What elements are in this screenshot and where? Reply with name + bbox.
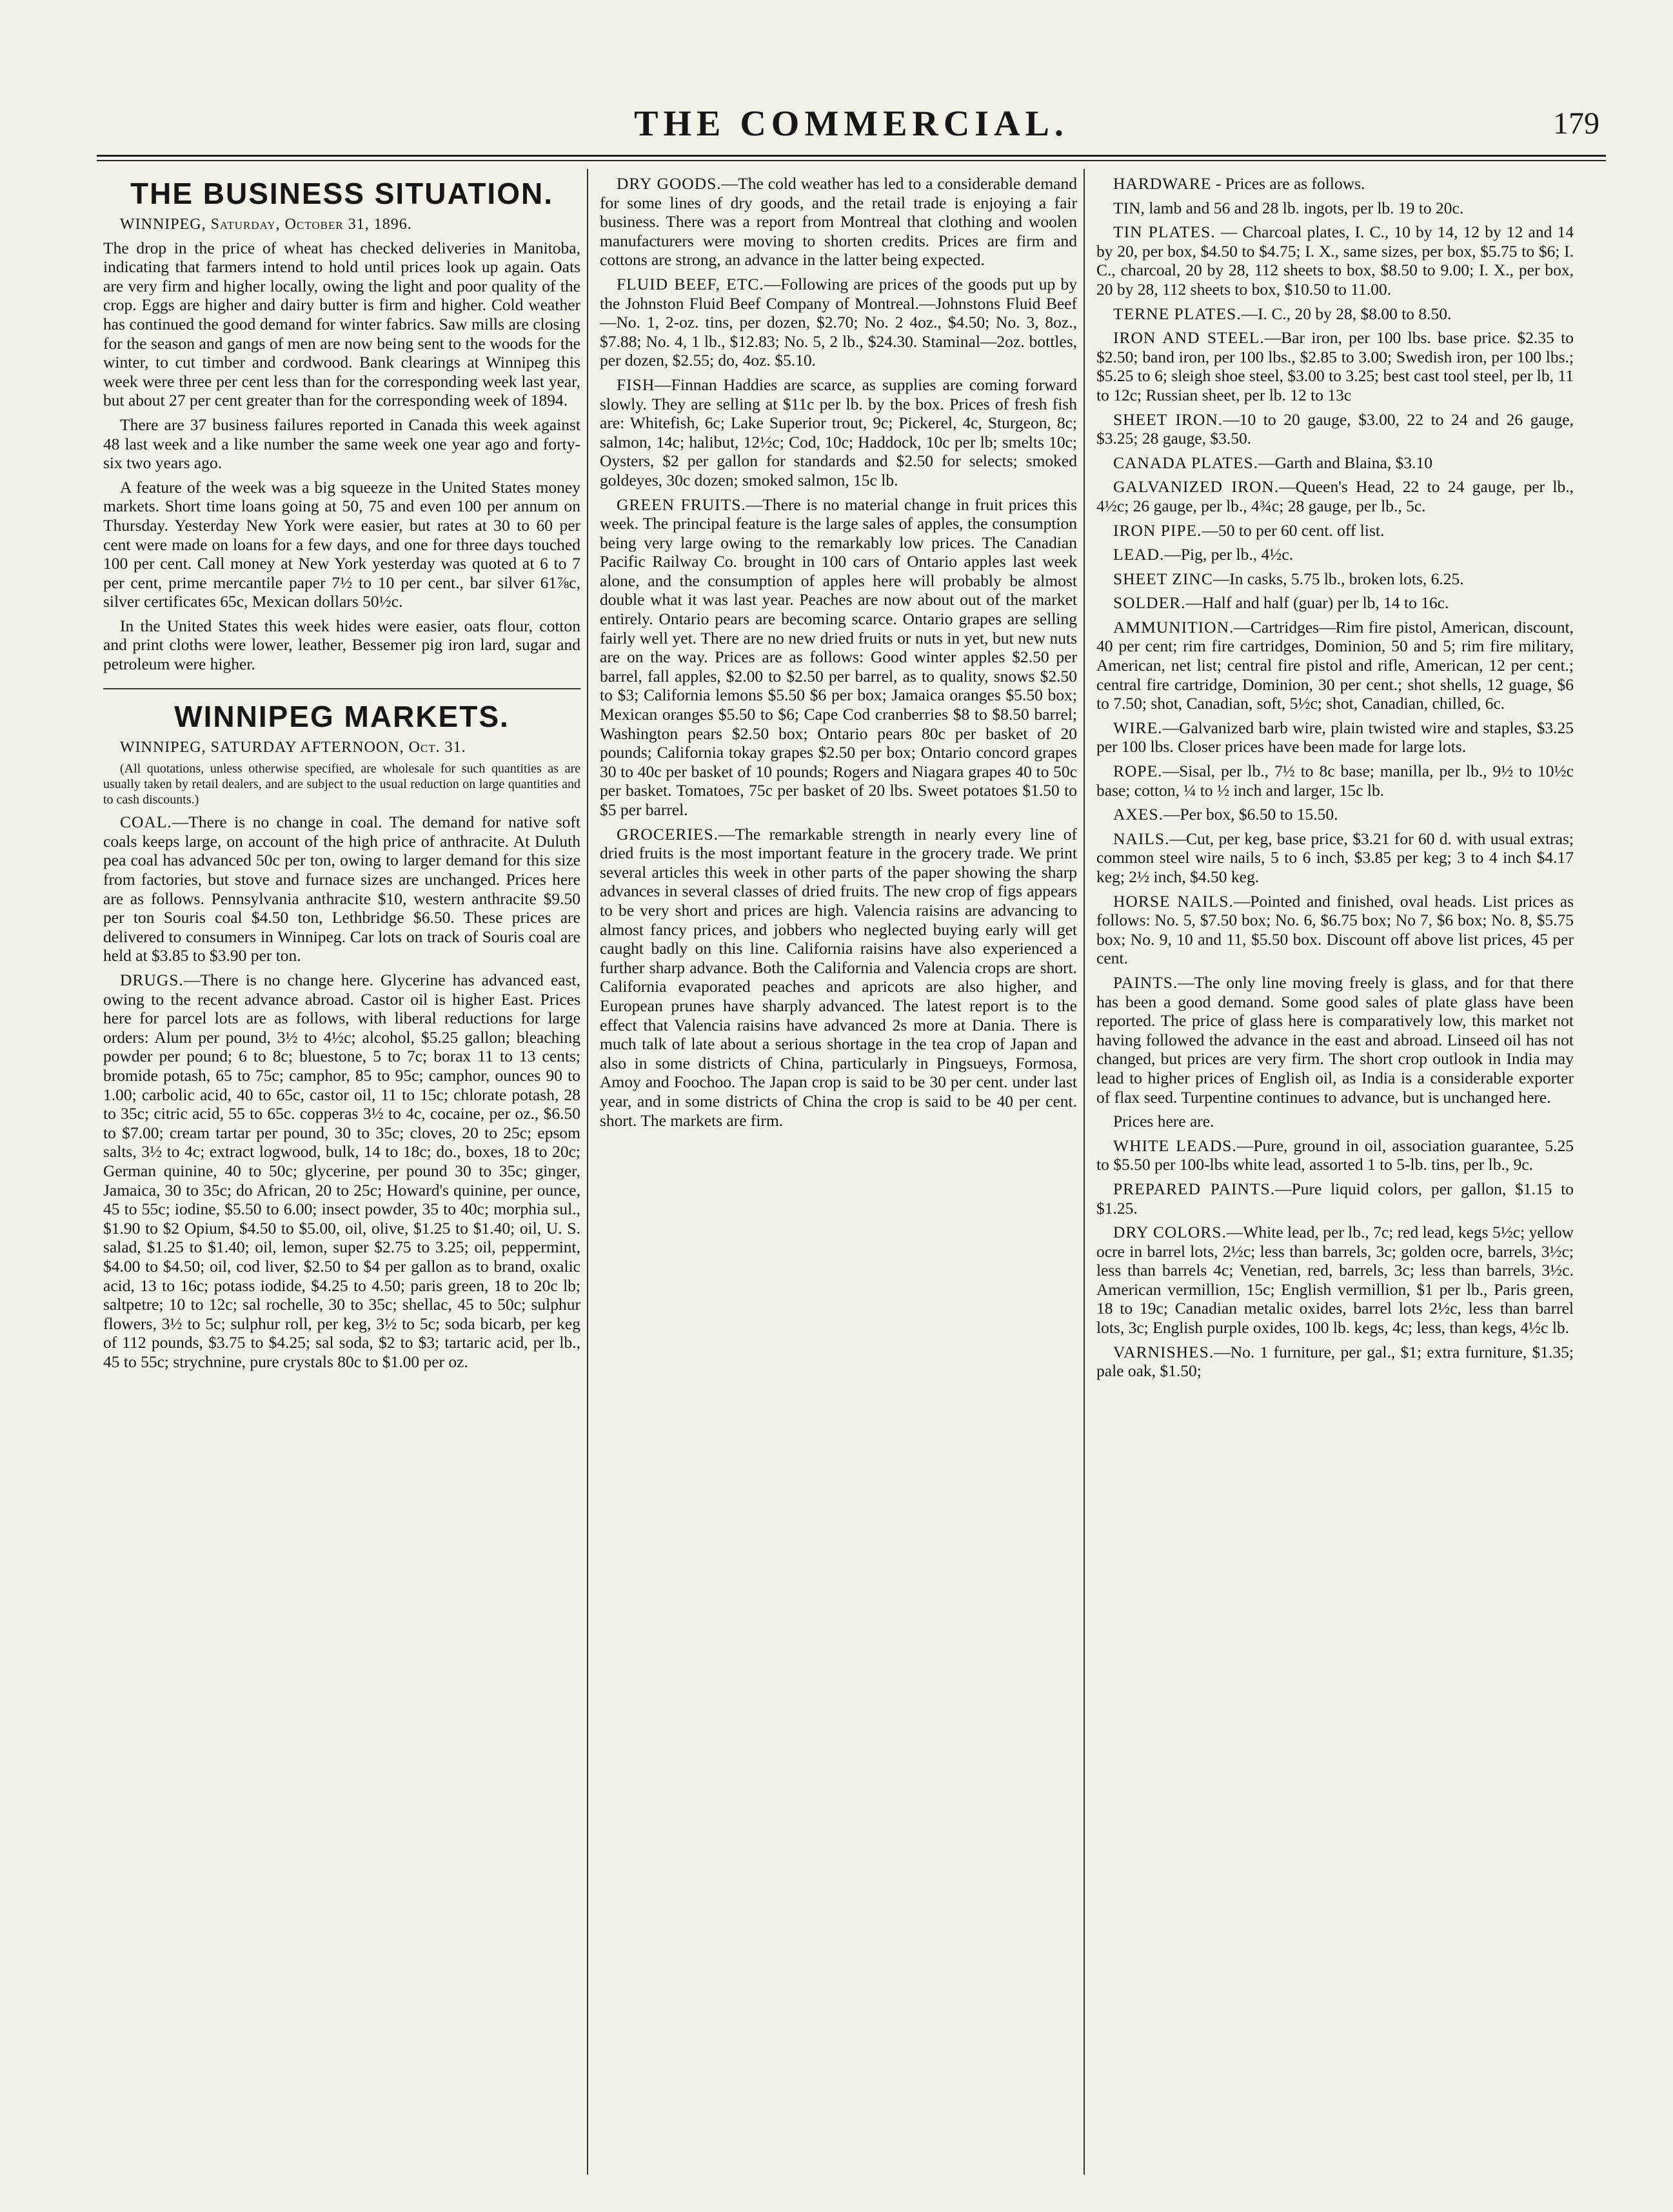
market-entry-galvanized-iron	[1096, 477, 1574, 515]
market-entry-groceries	[600, 825, 1077, 1131]
entry-label: HORSE NAILS.	[1113, 891, 1234, 911]
market-entry-fish	[600, 375, 1077, 490]
paper-title: THE COMMERCIAL.	[634, 104, 1069, 144]
market-entry-varnishes	[1096, 1343, 1574, 1381]
entry-text: —10 to 20 gauge, $3.00, 22 to 24 and 26 gauge, $3.25; 28 gauge, $3.50.	[1096, 410, 1574, 448]
entry-text: —Sisal, per lb., 7½ to 8c base; manilla, per lb., 9½ to 10½c base; cotton, ¼ to ½ inch and larger, 15c lb.	[1096, 762, 1574, 800]
entry-label: ROPE.	[1113, 762, 1163, 781]
masthead-rule	[97, 160, 1606, 161]
entry-text: —The cold weather has led to a considerable demand for some lines of dry goods, and the retail trade is enjoying a fair business. There was a report from Montreal that clothing and woolen manufacturers were moving to shorten credits. Prices are firm and cottons are strong, an advance in the latter being expected.	[600, 174, 1077, 270]
entry-text: —Pure liquid colors, per gallon, $1.15 to $1.25.	[1096, 1179, 1574, 1218]
business-situation-heading: THE BUSINESS SITUATION.	[130, 177, 553, 210]
entry-label: AMMUNITION.	[1113, 617, 1234, 637]
market-entry-green-fruits	[600, 495, 1077, 820]
masthead	[97, 97, 1606, 157]
entry-label: VARNISHES.	[1113, 1342, 1214, 1361]
column-2	[600, 174, 1077, 2186]
market-entry-rope	[1096, 762, 1574, 800]
entry-text: —50 to per 60 cent. off list.	[1202, 520, 1385, 540]
entry-label: SOLDER.	[1113, 593, 1186, 613]
market-entry-tin: TIN, lamb and 56 and 28 lb. ingots, per lb. 19 to 20c.	[1113, 198, 1464, 217]
entry-text: —Pure, ground in oil, association guarantee, 5.25 to $5.50 per 100-lbs white lead, assorted 1 to 5-lb. tins, per lb., 9c.	[1096, 1136, 1574, 1174]
market-entry-lead	[1096, 545, 1574, 564]
entry-label: GROCERIES.	[617, 824, 719, 844]
column-divider	[1084, 169, 1085, 2175]
entry-text: —Cut, per keg, base price, $3.21 for 60 d. with usual extras; common steel wire nails, 5 to 6 inch, $3.85 per keg; 3 to 4 inch $4.17 keg; 2½ inch, $4.50 keg.	[1096, 829, 1574, 886]
entry-text: —Half and half (guar) per lb, 14 to 16c.	[1185, 593, 1449, 613]
market-entry-sheet-iron	[1096, 410, 1574, 448]
column-1	[103, 174, 580, 2186]
entry-label: HARDWARE	[1113, 174, 1212, 193]
entry-label: GALVANIZED IRON.	[1113, 477, 1280, 497]
entry-text: —Finnan Haddies are scarce, as supplies are coming forward slowly. They are selling at $11c per lb. by the box. Prices of fresh fish are: Whitefish, 6c; Lake Superior trout, 9c; Pickerel, 4c, Sturgeon, 8c; salmon, 14c; halibut, 12½c; Cod, 10c; Haddock, 10c per lb; smelts 10c; Oysters, $2 per gallon for standards and $2.50 for selects; smoked goldeyes, 30c dozen; smoked salmon, 15c lb.	[600, 375, 1077, 489]
market-entry-tin-plates	[1096, 222, 1574, 299]
entry-text: —There is no change here. Glycerine has advanced east, owing to the recent advance abroad. Castor oil is higher East. Prices here for parcel lots are as follows, with liberal reductions for large orders: Alum per pound, 3½ to 4½c; alcohol, $5.25 gallon; bleaching powder per pound; 6 to 8c; bluestone, 5 to 7c; borax 11 to 13 cents; bromide potash, 65 to 75c; camphor, 85 to 95c; camphor, ounces 90 to 1.00; carbolic acid, 40 to 65c, castor oil, 11 to 15c; chlorate potash, 28 to 35c; citric acid, 55 to 65c. copperas 3½ to 4c, cocaine, per oz., $6.50 to $7.00; cream tartar per pound, 30 to 35c; cloves, 20 to 25c; epsom salts, 3½ to 4c; extract logwood, bulk, 14 to 18c; do., boxes, 18 to 20c; German quinine, 40 to 50c; glycerine, per pound 30 to 35c; ginger, Jamaica, 30 to 35c; do African, 20 to 25c; Howard's quinine, per ounce, 45 to 55c; iodine, $5.50 to 6.00; insect powder, 35 to 40c; morphia sul., $1.90 to $2 Opium, $4.50 to $5.00, oil, olive, $1.25 to $1.40; oil, U. S. salad, $1.25 to $1.40; oil, lemon, super $2.75 to 3.25; oil, peppermint, $4.00 to $4.50; oil, cod liver, $2.50 to $4 per gallon as to brand, oxalic acid, 13 to 16c; potass iodide, $4.25 to 4.50; paris green, 18 to 20c lb; saltpetre; 10 to 12c; sal rochelle, 30 to 35c; shellac, 45 to 50c; sulphur flowers, 3½ to 5c; sulphur roll, per keg, 3½ to 5c; soda bicarb, per keg of 112 pounds, $3.75 to $4.25; sal soda, $2 to $3; tartaric acid, per lb., 45 to 55c; strychnine, pure crystals 80c to $1.00 per oz.	[103, 971, 580, 1371]
business-situation-dateline: WINNIPEG, Saturday, October 31, 1896.	[120, 216, 412, 233]
column-divider	[587, 169, 588, 2175]
market-entry-dry-goods	[600, 174, 1077, 270]
entry-text: —Cartridges—Rim fire pistol, American, discount, 40 per cent; rim fire cartridges, Dominion, 50 and 5; rim fire military, American, net list; central fire pistol and rifle, American, 12 per cent.; central fire cartridge, Dominion, 30 per cent.; shot shells, 12 guage, $6 to 7.50; shot, Canadian, soft, 5½c; shot, Canadian, chilled, 6c.	[1096, 617, 1574, 713]
entry-text: —There is no change in coal. The demand for native soft coals keeps large, on account of the high price of anthracite. At Duluth pea coal has advanced 50c per ton, owing to larger demand for this size from factories, but stove and furnace sizes are unchanged. Prices here are as follows. Pennsylvania anthracite $10, western anthracite $9.50 per ton Souris coal $4.50 ton, Lethbridge $6.50. These prices are delivered to consumers in Winnipeg. Car lots on track of Souris coal are held at $3.85 to $3.90 per ton.	[103, 813, 580, 965]
market-entry-fluid-beef	[600, 275, 1077, 370]
entry-label: DRY COLORS.	[1113, 1223, 1227, 1242]
market-entry-solder	[1096, 593, 1574, 613]
market-entry-terne-plates	[1096, 304, 1574, 324]
entry-text: —The only line moving freely is glass, and for that there has been a good demand. Some good sales of plate glass have been reported. The price of glass here is comparatively low, this market not having followed the advance in the east and abroad. Linseed oil has not changed, but prices are very firm. The short crop outlook in India may lead to higher prices of English oil, as India is a considerable exporter of flax seed. Turpentine continues to advance, but is unchanged here.	[1096, 973, 1574, 1107]
entry-label: GREEN FRUITS.	[617, 495, 746, 514]
entry-text: —There is no material change in fruit prices this week. The principal feature is the large sales of apples, the consumption being very large owing to the remarkably low prices. The Canadian Pacific Railway Co. brought in 100 cars of Ontario apples last week alone, and the consumption of apples here will probably be almost double what it was last year. Peaches are now about out of the market entirely. Ontario pears are becoming scarce. Ontario grapes are selling fairly well yet. There are no new dried fruits or nuts in yet, but new nuts are on the way. Prices are as follows: Good winter apples $2.50 per barrel, fall apples, $2.00 to $2.50 per barrel, as to quality, snows $2.50 to $3; California lemons $5.50 $6 per box; Jamaica oranges $5.50 box; Mexican oranges $5.50 to $6; Cape Cod cranberries $8 to $8.50 barrel; Washington pears $2.50 box; Ontario pears 80c per basket of 20 pounds; California tokay grapes $2.50 per box; Ontario concord grapes 30 to 40c per basket of 10 pounds; Rogers and Niagara grapes 40 to 50c per basket. Tomatoes, 75c per basket of 20 lbs. Sweet potatoes $1.50 to $5 per barrel.	[600, 495, 1077, 819]
entry-text: —I. C., 20 by 28, $8.00 to 8.50.	[1241, 304, 1452, 323]
market-entry-nails	[1096, 829, 1574, 887]
entry-text: —Queen's Head, 22 to 24 gauge, per lb., 4½c; 26 gauge, per lb., 4¾c; 28 gauge, per lb., 5c.	[1096, 477, 1574, 515]
paragraph: A feature of the week was a big squeeze in the United States money markets. Short time loans going at 50, 75 and even 100 per annum on Thursday. Yesterday New York were easier, but rates at 30 to 60 per cent were made on loans for a few days, and one for three days touched 100 per cent. Call money at New York yesterday was quoted at 6 to 7 per cent, prime mercantile paper 7½ to 10 per cent., bar silver 61⅞c, silver certificates 65c, Mexican dollars 50½c.	[103, 477, 580, 611]
entry-text: —Following are prices of the goods put up by the Johnston Fluid Beef Company of Montreal.—Johnstons Fluid Beef—No. 1, 2-oz. tins, per dozen, $2.70; No. 2 4oz., $4.50; No. 3, 8oz., $7.88; No. 4, 1 lb., $12.83; No. 5, 2 lb., $24.30. Staminal—2oz. bottles, per dozen, $2.55; do, 4oz. $5.10.	[600, 274, 1077, 370]
market-entry-hardware	[1096, 174, 1574, 193]
entry-label: WIRE.	[1113, 718, 1163, 737]
market-entry-dry-colors	[1096, 1223, 1574, 1338]
quotations-note: (All quotations, unless otherwise specified, are wholesale for such quantities as are usually taken by retail dealers, and are subject to the usual reduction on large quantities and to cash discounts.)	[103, 762, 580, 807]
entry-text: —Garth and Blaina, $3.10	[1258, 453, 1432, 472]
market-entry-white-leads	[1096, 1136, 1574, 1174]
entry-text: — Charcoal plates, I. C., 10 by 14, 12 by 12 and 14 by 20, per box, $4.50 to $4.75; I. X., same sizes, per box, $5.75 to $6; I. C., charcoal, 20 by 28, 112 sheets to box, $8.50 to 9.00; I. X., per box, 20 by 28, 112 sheets to box, $10.50 to 11.00.	[1096, 222, 1574, 299]
entry-label: DRUGS.	[120, 971, 184, 989]
entry-label: CANADA PLATES.	[1113, 453, 1259, 472]
market-entry-drugs	[103, 971, 580, 1371]
entry-label: FLUID BEEF, ETC.	[617, 274, 764, 293]
entry-label: IRON AND STEEL.	[1113, 328, 1265, 348]
column-3	[1096, 174, 1574, 2186]
entry-label: TERNE PLATES.	[1113, 304, 1242, 323]
entry-text: —In casks, 5.75 lb., broken lots, 6.25.	[1213, 569, 1464, 588]
winnipeg-markets-heading: WINNIPEG MARKETS.	[174, 699, 510, 733]
entry-text: —No. 1 furniture, per gal., $1; extra furniture, $1.35; pale oak, $1.50;	[1096, 1342, 1574, 1381]
market-entry-canada-plates	[1096, 453, 1574, 473]
entry-label: AXES.	[1113, 805, 1163, 824]
market-entry-paints	[1096, 973, 1574, 1107]
market-entry-sheet-zinc	[1096, 569, 1574, 589]
entry-text: —The remarkable strength in nearly every line of dried fruits is the most important feature in the grocery trade. We print several articles this week in other parts of the paper showing the sharp advances in several classes of dried fruits. The new crop of figs appears to be very short and prices are high. Valencia raisins are advancing to almost fancy prices, and jobbers who neglected buying early will get caught badly on this line. California raisins have also experienced a further sharp advance. Both the California and Valencia crops are short. California evaporated peaches and apricots are also higher, and European prunes have sharply advanced. The latest report is to the effect that Valencia raisins have advanced 2s more at Dania. There is much talk of late about a serious shortage in the tea crop of Japan and also in some districts of China, particularly in Pingsueys, Formosa, Amoy and Foochoo. The Japan crop is said to be 30 per cent. under last year, and in some districts of China the crop is said to be 40 per cent. short. The markets are firm.	[600, 824, 1077, 1130]
entry-label: SHEET IRON.	[1113, 410, 1223, 429]
market-entry-iron-steel	[1096, 328, 1574, 404]
paragraph: There are 37 business failures reported in Canada this week against 48 last week and a like number the same week one year ago and forty-six two years ago.	[103, 415, 580, 473]
section-rule	[103, 688, 580, 689]
entry-label: FISH	[617, 375, 655, 394]
entry-text: —Bar iron, per 100 lbs. base price. $2.35 to $2.50; band iron, per 100 lbs., $2.85 to 3.00; Swedish iron, per 100 lbs.; $5.25 to 6; sleigh shoe steel, $3.00 to 3.25; best cast tool steel, per lb, 11 to 12c; Russian sheet, per lb. 12 to 13c	[1096, 328, 1574, 404]
entry-text: —Galvanized barb wire, plain twisted wire and staples, $3.25 per 100 lbs. Closer prices have been made for large lots.	[1096, 718, 1574, 756]
entry-text: —Per box, $6.50 to 15.50.	[1163, 805, 1338, 824]
market-entry-prepared-paints	[1096, 1180, 1574, 1218]
paragraph: The drop in the price of wheat has checked deliveries in Manitoba, indicating that farmers intend to hold until prices look up again. Oats are very firm and higher locally, owing the light and poor quality of the crop. Eggs are higher and dairy butter is firm and higher. Cold weather has continued the good demand for winter fabrics. Saw mills are closing for the season and gangs of men are now being sent to the woods for the winter, to cut timber and cordwood. Bank clearings at Winnipeg this week were three per cent less than for the corresponding week last year, but about 27 per cent greater than for the corresponding week of 1894.	[103, 238, 580, 410]
market-entry-axes	[1096, 805, 1574, 824]
market-entry-ammunition	[1096, 618, 1574, 713]
page-number: 179	[1553, 106, 1599, 141]
entry-label: SHEET ZINC	[1113, 569, 1213, 588]
entry-label: IRON PIPE.	[1113, 520, 1202, 540]
markets-dateline: WINNIPEG, SATURDAY AFTERNOON, Oct. 31.	[120, 738, 466, 756]
market-entry-iron-pipe	[1096, 521, 1574, 540]
entry-text: —Pig, per lb., 4½c.	[1164, 545, 1294, 564]
market-entry-wire	[1096, 718, 1574, 756]
entry-label: NAILS.	[1113, 829, 1170, 848]
entry-label: LEAD.	[1113, 545, 1165, 564]
market-entry-horse-nails	[1096, 892, 1574, 968]
entry-text: —Pointed and finished, oval heads. List prices as follows: No. 5, $7.50 box; No. 6, $6.75 box; No 7, $6 box; No. 8, $5.75 box; No. 9, 10 and 11, $5.50 box. Discount off above list prices, 45 per cent.	[1096, 891, 1574, 968]
paragraph: In the United States this week hides were easier, oats flour, cotton and print cloths were lower, leather, Bessemer pig iron lard, sugar and petroleum were higher.	[103, 616, 580, 674]
entry-label: DRY GOODS.	[617, 174, 722, 193]
market-entry-coal	[103, 813, 580, 965]
entry-label: WHITE LEADS.	[1113, 1136, 1237, 1155]
entry-label: PREPARED PAINTS.	[1113, 1179, 1276, 1198]
entry-label: COAL.	[120, 813, 172, 832]
entry-label: TIN PLATES.	[1113, 222, 1216, 242]
entry-text: —White lead, per lb., 7c; red lead, kegs 5½c; yellow ocre in barrel lots, 2½c; less than barrels, 3c; golden ocre, barrels, 3½c; less than barrels 4c; Venetian, red, barrels, 3c; less than barrels, 3½c. American vermillion, 15c; English vermillion, $1 per lb., Paris green, 18 to 19c; Canadian metalic oxides, barrel lots 2½c, less than barrel lots, 3c; English purple oxides, 100 lb. kegs, 4c; less, than kegs, 4½c lb.	[1096, 1223, 1574, 1338]
market-entry-prices-here: Prices here are.	[1113, 1112, 1214, 1131]
entry-text: - Prices are as follows.	[1211, 174, 1365, 193]
entry-label: PAINTS.	[1113, 973, 1178, 992]
